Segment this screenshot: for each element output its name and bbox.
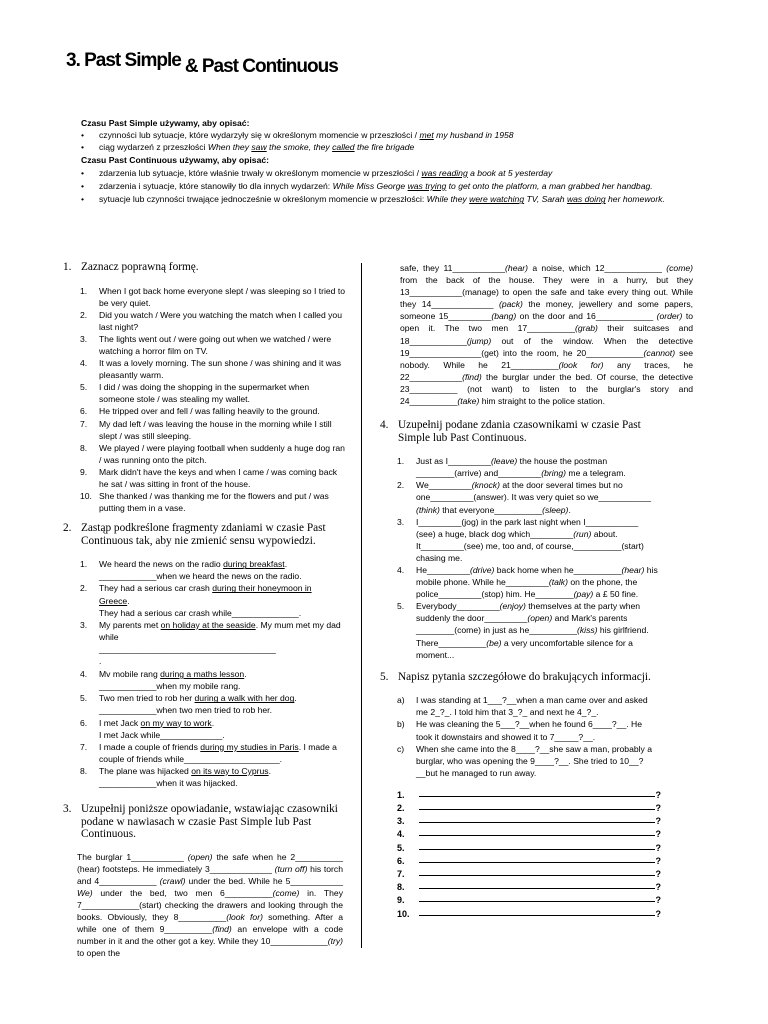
- ex2-item-1: 1. We heard the news on the radio during breakfast. ____________when we heard the news on the radio.: [80, 559, 302, 582]
- answer-line[interactable]: 2. ?: [397, 803, 661, 814]
- blank-line[interactable]: [419, 849, 655, 850]
- answer-line[interactable]: 4. ?: [397, 829, 661, 840]
- blank-line[interactable]: [419, 835, 655, 836]
- blank-line[interactable]: [419, 875, 655, 876]
- ex2-item-7: 7. I made a couple of friends during my studies in Paris. I made a couple of friends while____________________.: [80, 741, 337, 764]
- answer-line[interactable]: 1. ?: [397, 789, 661, 800]
- exercise-4-list: [397, 455, 659, 661]
- ex1-item: 7. My dad left / was leaving the house in the morning while I still slept / was still sleeping.: [80, 418, 332, 441]
- page-title: [66, 50, 338, 77]
- ex1-item: 9. Mark didn't have the keys and when I came / was coming back he sat / was sitting in front of the house.: [80, 466, 338, 489]
- exercise-5-title: 5. Napisz pytania szczegółowe do brakujących informacji.: [380, 670, 651, 683]
- answer-line[interactable]: 8. ?: [397, 882, 661, 893]
- ex5-item: b) He was cleaning the 5___?__when he found 6____?__. He took it downstairs and showed it to 7_____?__.: [397, 719, 643, 742]
- ex1-item: 10. She thanked / was thanking me for the flowers and put / was putting them in a vase.: [80, 491, 329, 514]
- answer-line[interactable]: 9. ?: [397, 895, 661, 906]
- ex1-item: 6. He tripped over and fell / was falling heavily to the ground.: [80, 406, 320, 417]
- ex2-item-6: 6. I met Jack on my way to work. I met Jack while_____________.: [80, 717, 225, 740]
- answer-line[interactable]: 6. ?: [397, 855, 661, 866]
- ex2-item-4: 4. Mv mobile rang during a maths lesson. ____________when my mobile rang.: [80, 669, 247, 692]
- exercise-1-title: 1. Zaznacz poprawną formę.: [63, 261, 199, 273]
- ex4-item-5: 5. Everybody_________(enjoy) themselves at the party when suddenly the door_________(open) and Mark's parents ________(come) in just as he__________(kiss) his girlfriend. There__________(be) a very uncomfortable silence for a moment...: [397, 601, 649, 660]
- ex1-item: 4. It was a lovely morning. The sun shone / was shining and it was pleasantly warm.: [80, 358, 342, 381]
- ex4-item-3: 3. I_________(jog) in the park last night when I___________ (see) a huge, black dog which_________(run) about. It_________(see) me, too and, of course,__________(start) chasing me.: [397, 516, 644, 563]
- title-part-1: 3. Past Simple: [66, 50, 181, 71]
- ex1-item: 5. I did / was doing the shopping in the supermarket when someone stole / was stealing my wallet.: [80, 382, 310, 405]
- ex1-item: 3. The lights went out / were going out when we watched / were watching a horror film on TV.: [80, 333, 332, 356]
- exercise-1-list: [80, 285, 346, 515]
- blank-line[interactable]: [419, 796, 655, 797]
- answer-lines: [397, 789, 661, 921]
- ex1-item: 8. We played / were playing football when suddenly a huge dog ran / was running onto the pitch.: [80, 442, 345, 465]
- ex2-item-2: 2. They had a serious car crash during their honeymoon in Greece. They had a serious car crash while______________.: [80, 583, 312, 618]
- blank-line[interactable]: [419, 915, 655, 916]
- ps-bullet-1: • czynności lub sytuacje, które wydarzyły się w określonym momencie w przeszłości / met my husband in 1958: [81, 129, 691, 141]
- ps-heading: Czasu Past Simple używamy, aby opisać:: [81, 118, 250, 128]
- ex5-item: a) I was standing at 1___?__when a man came over and asked me 2_?_. I told him that 3_?_ and next he 4_?_.: [397, 695, 648, 718]
- answer-line[interactable]: 10. ?: [397, 908, 661, 919]
- exercise-3-story-left: The burglar 1___________ (open) the safe when he 2__________ (hear) footsteps. He immediately 3_____________ (turn off) his torch and 4____________ (crawl) under the bed. While he 5___________ We) under the bed, two men 6__________(come) in. They 7____________(start) checking the drawers and looking through the books. Obviously, they 8__________(look for) something. After a while one of them 9__________(find) an envelope with a code number in it and the other got a key. While they 10____________(try) to open the: [77, 851, 344, 959]
- exercise-2-list: [80, 558, 342, 789]
- blank-line[interactable]: [419, 822, 655, 823]
- blank-line[interactable]: [419, 809, 655, 810]
- exercise-3-title: 3. Uzupełnij poniższe opowiadanie, wstawiając czasowniki podane w nawiasach w czasie Past Simple lub Past Continuous.: [63, 803, 338, 841]
- right-column: [380, 262, 694, 921]
- pc-bullet-3: • sytuacje lub czynności trwające jednocześnie w określonym momencie w przeszłości: While they were watching TV, Sarah was doing her homework.: [81, 193, 691, 205]
- exercise-2-title: 2. Zastąp podkreślone fragmenty zdaniami w czasie Past Continuous tak, aby nie zmienić sensu wypowiedzi.: [63, 522, 326, 547]
- exercise-3-story-right: safe, they 11___________(hear) a noise, which 12____________ (come) from the back of the house. They were in a hurry, but they 13___________(manage) to open the safe and take every thing out. While they 14_____________ (pack) the money, jewellery and some papers, someone 15_________(bang) on the door and 16____________ (order) to open it. The two men 17__________(grab) their suitcases and 18____________(jump) out of the window. When the detective 19_______________(get) into the room, he 20____________(cannot) see nobody. While he 21__________(look for) any traces, he 22___________(find) the burglar under the bed. Of course, the detective 23__________ (not want) to listen to the burglar's story and 24__________(take) him straight to the police station.: [400, 263, 694, 407]
- blank-line[interactable]: [419, 901, 655, 902]
- ex4-item-4: 4. He_________(drive) back home when he__________(hear) his mobile phone. While he_________(talk) on the phone, the police_________(stop) him. He________(pay) a £ 50 fine.: [397, 564, 658, 600]
- exercise-5-list: [397, 694, 659, 779]
- answer-line[interactable]: 3. ?: [397, 816, 661, 827]
- grammar-intro: [81, 117, 691, 205]
- column-divider: [361, 263, 362, 948]
- blank-line[interactable]: [419, 862, 655, 863]
- pc-bullet-1: • zdarzenia lub sytuacje, które właśnie trwały w określonym momencie w przeszłości / was reading a book at 5 yesterday: [81, 167, 691, 179]
- pc-bullet-2: • zdarzenia i sytuacje, które stanowiły tło dla innych wydarzeń: While Miss George was trying to get onto the platform, a man grabbed her handbag.: [81, 180, 691, 192]
- ex1-item: 2. Did you watch / Were you watching the match when I called you last night?: [80, 309, 342, 332]
- ps-bullet-2: • ciąg wydarzeń z przeszłości When they saw the smoke, they called the fire brigade: [81, 141, 691, 153]
- ex2-item-5: 5. Two men tried to rob her during a walk with her dog. ____________when two men tried to rob her.: [80, 693, 297, 716]
- pc-heading: Czasu Past Continuous używamy, aby opisać:: [81, 154, 269, 165]
- exercise-4-title: 4. Uzupełnij podane zdania czasownikami w czasie Past Simple lub Past Continuous.: [380, 419, 641, 444]
- ex2-item-3: 3. My parents met on holiday at the seaside. My mum met my dad while _____________________________________ .: [80, 619, 341, 667]
- answer-line[interactable]: 5. ?: [397, 842, 661, 853]
- ex1-item: 1. When I got back home everyone slept / was sleeping so I tried to be very quiet.: [80, 285, 346, 308]
- answer-line[interactable]: 7. ?: [397, 869, 661, 879]
- ex2-item-8: 8. The plane was hijacked on its way to Cyprus. ____________when it was hijacked.: [80, 765, 271, 788]
- title-part-2: & Past Continuous: [184, 56, 338, 77]
- left-column: [63, 261, 346, 959]
- ex5-item: c) When she came into the 8____?__she saw a man, probably a burglar, who was opening the 9____?__. She tried to 10__?__but he managed to run away.: [397, 743, 653, 778]
- blank-line[interactable]: [419, 888, 655, 889]
- ex4-item-1: 1. Just as I_________(leave) the house the postman ________(arrive) and_________(bring) me a telegram.: [397, 456, 626, 479]
- ex4-item-2: 2. We_________(knock) at the door several times but no one_________(answer). It was very quiet so we___________ (think) that everyone__________(sleep).: [397, 480, 652, 515]
